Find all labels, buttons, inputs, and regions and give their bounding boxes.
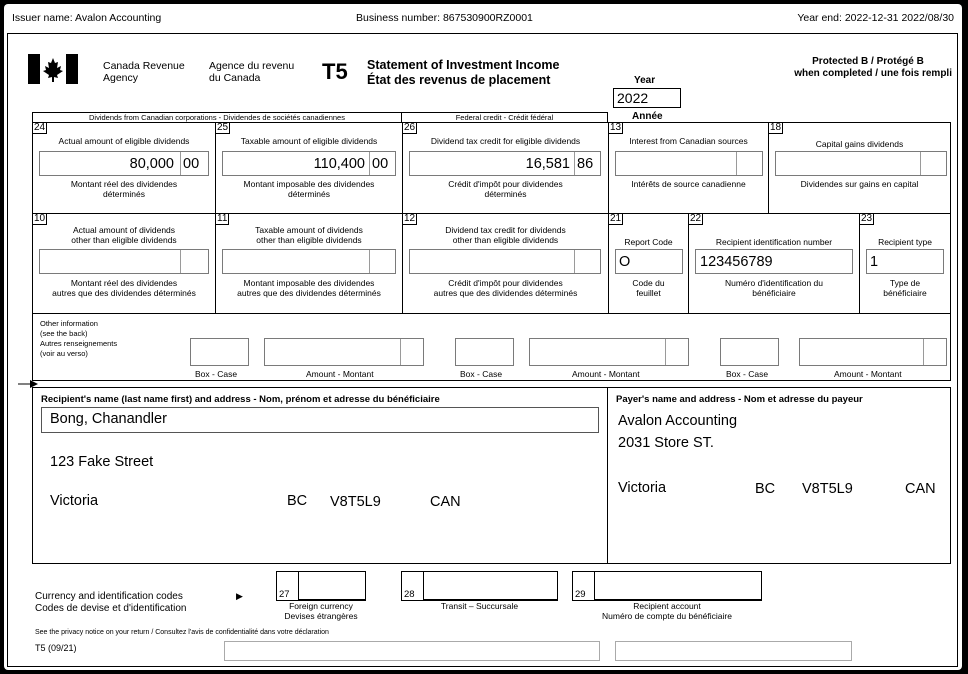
year-end: Year end: 2022-12-31 2022/08/30 [797,12,954,24]
recipient-street: 123 Fake Street [50,454,154,470]
other-dividend-tax-credit-field[interactable] [409,249,601,274]
privacy-notice: See the privacy notice on your return / Consultez l'avis de confidentialité dans votre déclaration [35,629,329,636]
box-27-label: Foreign currency Devises étrangères [284,601,358,621]
federal-credit-header: Federal credit - Crédit fédéral [402,112,608,122]
taxable-other-dividends-field[interactable] [222,249,396,274]
box-11: 11 Taxable amount of dividends other than eligible dividends Montant imposable des dividendes autres que des dividendes déterminés [215,213,403,314]
eligible-dividends-field[interactable]: 80,000 00 [39,151,209,176]
box-10: 10 Actual amount of dividends other than eligible dividends Montant réel des dividendes autres que des dividendes déterminés [32,213,216,314]
payer-name: Avalon Accounting [618,413,738,429]
recipient-id-field[interactable]: 123456789 [695,249,853,274]
box-12: 12 Dividend tax credit for dividends other than eligible dividends Crédit d'impôt pour dividendes autres que des dividendes déterminés [402,213,609,314]
capital-gains-dividends-field[interactable] [775,151,947,176]
payer-country: CAN [905,481,936,497]
taxable-eligible-dividends-field[interactable]: 110,400 00 [222,151,396,176]
report-code-field[interactable]: O [615,249,683,274]
annee-label: Année [632,111,663,122]
transit-field[interactable] [423,571,558,600]
other-info-label: Other information (see the back) Autres renseignements (voir au verso) [40,319,118,358]
issuer-name: Issuer name: Avalon Accounting [12,12,162,24]
footer-field-left[interactable] [224,641,600,661]
payer-street: 2031 Store ST. [618,435,714,451]
recipient-account-field[interactable] [594,571,762,600]
year-field[interactable]: 2022 [613,88,681,108]
form-version: T5 (09/21) [35,643,77,653]
recipient-type-field[interactable]: 1 [866,249,944,274]
box-13: 13 Interest from Canadian sources Intérêts de source canadienne [608,122,769,214]
triangle-right-icon: ▶ [236,591,243,601]
interest-field[interactable] [615,151,763,176]
box-24: 24 Actual amount of eligible dividends 80,000 00 Montant réel des dividendes déterminés [32,122,216,214]
recipient-name-field[interactable]: Bong, Chanandler [41,407,599,433]
recipient-country: CAN [430,494,461,510]
box-23: 23 Recipient type 1 Type de bénéficiaire [859,213,951,314]
payer-city: Victoria [618,480,667,496]
payer-province: BC [755,481,776,497]
recipient-province: BC [287,493,308,509]
box-27: 27 [276,571,366,601]
other-information: Other information (see the back) Autres renseignements (voir au verso) Box - Case Amount - Montant Box - Case Amount - Montant Box - Case Amount - Montant [32,313,951,381]
box-28: 28 [401,571,558,601]
foreign-currency-field[interactable] [298,571,366,600]
agency-name-fr: Agence du revenu du Canada [209,60,295,84]
other-box-1[interactable] [190,338,249,366]
currency-codes-label: Currency and identification codes Codes de devise et d'identification [35,591,187,614]
other-box-2[interactable] [455,338,514,366]
other-dividends-field[interactable] [39,249,209,274]
form-code: T5 [322,59,348,84]
year-label: Year [634,75,656,86]
box-29-label: Recipient account Numéro de compte du bénéficiaire [602,601,732,621]
agency-name-en: Canada Revenue Agency [103,60,185,84]
other-amount-2[interactable] [529,338,689,366]
box-29: 29 [572,571,762,601]
eligible-dividend-tax-credit-field[interactable]: 16,581 86 [409,151,601,176]
form-title: Statement of Investment Income État des revenus de placement [367,58,560,87]
other-amount-3[interactable] [799,338,947,366]
canada-flag-logo [28,54,78,84]
payer-section: Payer's name and address - Nom et adresse du payeur Avalon Accounting 2031 Store ST. Victoria BC V8T5L9 CAN [607,387,951,564]
other-amount-1[interactable] [264,338,424,366]
dividends-header: Dividends from Canadian corporations - Dividendes de sociétés canadiennes [32,112,402,122]
box-25: 25 Taxable amount of eligible dividends 110,400 00 Montant imposable des dividendes déterminés [215,122,403,214]
box-28-label: Transit – Succursale [440,601,519,611]
recipient-postal: V8T5L9 [330,494,381,510]
protected-notice: Protected B / Protégé B when completed / une fois rempli [794,56,952,79]
footer-field-right[interactable] [615,641,852,661]
box-18: 18 Capital gains dividends Dividendes sur gains en capital [768,122,951,214]
fold-arrow-icon [18,376,38,386]
box-22: 22 Recipient identification number 123456789 Numéro d'identification du bénéficiaire [688,213,860,314]
t5-slip-page [4,4,962,670]
box-21: 21 Report Code O Code du feuillet [608,213,689,314]
payer-postal: V8T5L9 [802,481,853,497]
recipient-city: Victoria [50,493,99,509]
business-number: Business number: 867530900RZ0001 [356,12,533,24]
other-box-3[interactable] [720,338,779,366]
box-26: 26 Dividend tax credit for eligible dividends 16,581 86 Crédit d'impôt pour dividendes déterminés [402,122,609,214]
recipient-section: Recipient's name (last name first) and address - Nom, prénom et adresse du bénéficiaire Bong, Chanandler 123 Fake Street Victoria BC V8T5L9 CAN [32,387,608,564]
